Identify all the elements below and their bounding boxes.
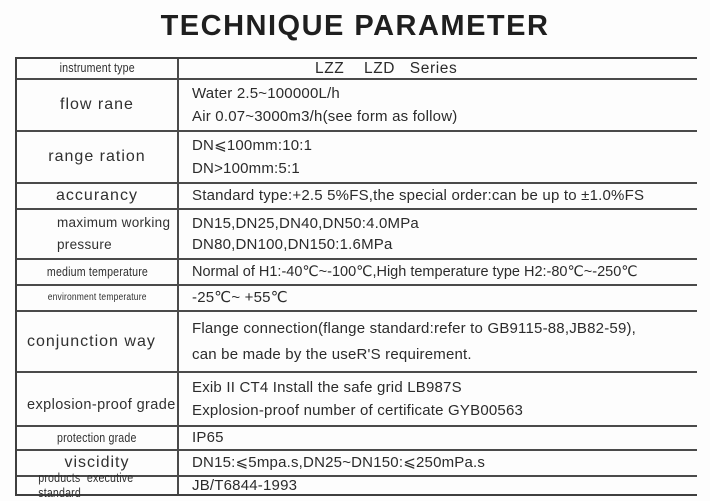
row-label-products-executive-standard: products executive standard xyxy=(17,477,179,494)
table-row-instrument-type xyxy=(17,59,697,80)
parameter-table xyxy=(15,57,697,500)
row-value-protection-grade: IP65 xyxy=(192,429,224,447)
row-label-environment-temperature: environment temperature xyxy=(17,286,179,310)
row-value-range-ration: DN⩽100mm:10:1 DN>100mm:5:1 xyxy=(192,137,313,177)
row-value-environment-temperature: -25℃~ +55℃ xyxy=(192,289,288,307)
row-value-viscidity: DN15:⩽5mpa.s,DN25~DN150:⩽250mPa.s xyxy=(192,454,486,472)
row-label-explosion-proof-grade: explosion-proof grade xyxy=(17,373,179,425)
row-value-maximum-working-pressure: DN15,DN25,DN40,DN50:4.0MPa DN80,DN100,DN150:1.6MPa xyxy=(192,214,419,254)
row-value-flow-rane: Water 2.5~100000L/h Air 0.07~3000m3/h(see form as follow) xyxy=(192,85,458,125)
table-row-products-executive-standard xyxy=(17,470,697,500)
row-label-flow-rane: flow rane xyxy=(17,80,179,130)
row-label-accurancy: accurancy xyxy=(17,184,179,208)
page-title: TECHNIQUE PARAMETER xyxy=(160,10,550,42)
row-label-conjunction-way: conjunction way xyxy=(17,312,179,371)
table-row-conjunction-way xyxy=(17,312,697,373)
row-label-maximum-working-pressure: maximum working pressure xyxy=(17,210,179,258)
row-label-range-ration: range ration xyxy=(17,132,179,182)
row-label-protection-grade: protection grade xyxy=(17,427,179,449)
table-row-accurancy xyxy=(17,184,697,210)
row-label-medium-temperature: medium temperature xyxy=(17,260,179,284)
table-row-flow-rane xyxy=(17,80,697,132)
row-value-accurancy: Standard type:+2.5 5%FS,the special order:can be up to ±1.0%FS xyxy=(192,187,645,205)
row-value-conjunction-way: Flange connection(flange standard:refer to GB9115-88,JB82-59), can be made by the useR'S requirement. xyxy=(192,320,637,363)
table-row-environment-temperature xyxy=(17,286,697,312)
row-value-explosion-proof-grade: Exib II CT4 Install the safe grid LB987S Explosion-proof number of certificate GYB00563 xyxy=(192,378,524,419)
row-label-viscidity: viscidity xyxy=(17,451,179,475)
table-row-medium-temperature xyxy=(17,260,697,286)
row-label-instrument-type: instrument type xyxy=(17,59,179,78)
row-value-instrument-type: LZZ LZD Series xyxy=(315,59,458,77)
table-row-maximum-working-pressure xyxy=(17,210,697,260)
table-row-range-ration xyxy=(17,132,697,184)
table-row-protection-grade xyxy=(17,427,697,451)
table-row-explosion-proof-grade xyxy=(17,373,697,427)
row-value-products-executive-standard: JB/T6844-1993 xyxy=(192,477,298,494)
row-value-medium-temperature: Normal of H1:-40℃~-100℃,High temperature type H2:-80℃~-250℃ xyxy=(192,263,638,280)
